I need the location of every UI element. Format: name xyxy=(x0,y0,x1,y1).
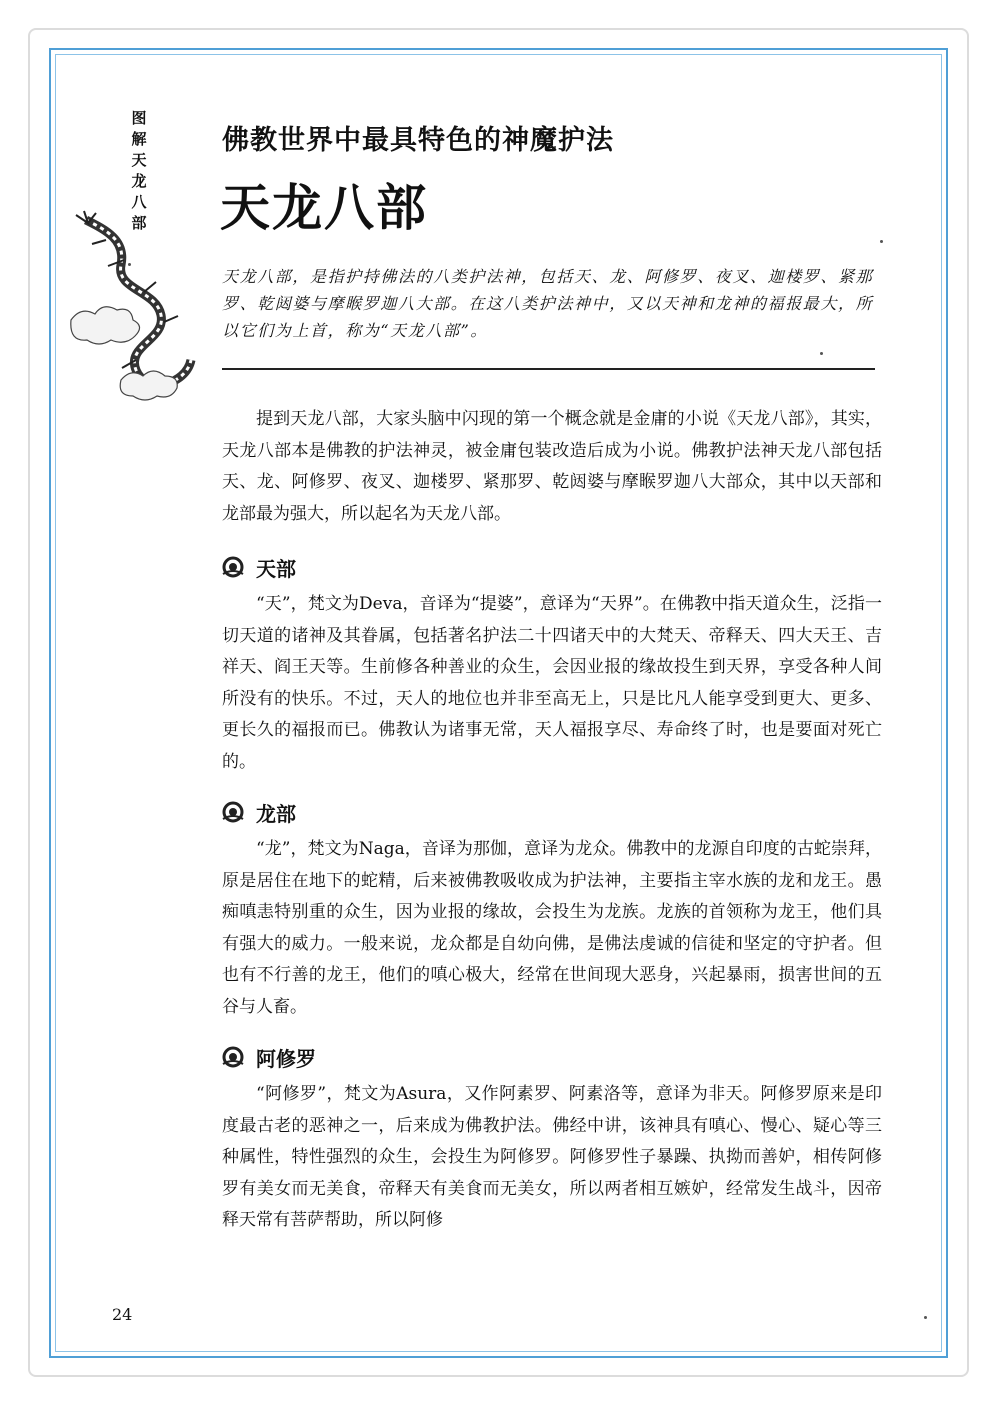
scan-speck xyxy=(880,240,883,243)
lotus-ornament-icon xyxy=(220,799,246,825)
section-heading-asura xyxy=(220,1042,316,1072)
lotus-ornament-icon xyxy=(220,1044,246,1070)
divider xyxy=(222,368,875,370)
section-title: 天部 xyxy=(256,556,296,581)
section-paragraph-tian: “天”，梵文为Deva，音译为“提婆”，意译为“天界”。在佛教中指天道众生，泛指一切天道的诸神及其眷属，包括著名护法二十四诸天中的大梵天、帝释天、四大天王、吉祥天、阎王天等。生前修各种善业的众生，会因业报的缘故投生到天界，享受各种人间所没有的快乐。不过，天人的地位也并非至高无上，只是比凡人能享受到更大、更多、更长久的福报而已。佛教认为诸事无常，天人福报享尽、寿命终了时，也是要面对死亡的。 xyxy=(222,594,882,772)
section-heading-tian xyxy=(220,552,296,582)
scan-speck xyxy=(820,352,823,355)
page-number: 24 xyxy=(112,1305,133,1324)
lead-paragraph: 提到天龙八部，大家头脑中闪现的第一个概念就是金庸的小说《天龙八部》，其实，天龙八部本是佛教的护法神灵，被金庸包装改造后成为小说。佛教护法神天龙八部包括天、龙、阿修罗、夜叉、迦楼罗、紧那罗、乾闼婆与摩睺罗迦八大部众，其中以天部和龙部最为强大，所以起名为天龙八部。 xyxy=(222,409,882,524)
intro-paragraph: 天龙八部，是指护持佛法的八类护法神，包括天、龙、阿修罗、夜叉、迦楼罗、紧那罗、乾闼婆与摩睺罗迦八大部。在这八类护法神中，又以天神和龙神的福报最大，所以它们为上首，称为“天龙八部”。 xyxy=(222,267,874,340)
scan-speck xyxy=(924,1316,927,1319)
page-title: 天龙八部 xyxy=(220,178,428,237)
lotus-ornament-icon xyxy=(220,554,246,580)
section-title: 龙部 xyxy=(256,801,296,826)
section-title: 阿修罗 xyxy=(256,1046,316,1071)
section-heading-long xyxy=(220,797,296,827)
side-running-title: 图解天龙八部 xyxy=(131,109,147,232)
page-subtitle: 佛教世界中最具特色的神魔护法 xyxy=(222,125,614,156)
dragon-illustration-icon xyxy=(66,210,216,410)
section-paragraph-asura: “阿修罗”，梵文为Asura，又作阿素罗、阿素洛等，意译为非天。阿修罗原来是印度最古老的恶神之一，后来成为佛教护法。佛经中讲，该神具有嗔心、慢心、疑心等三种属性，特性强烈的众生，会投生为阿修罗。阿修罗性子暴躁、执拗而善妒，相传阿修罗有美女而无美食，帝释天有美食而无美女，所以两者相互嫉妒，经常发生战斗，因帝释天常有菩萨帮助，所以阿修 xyxy=(222,1084,882,1230)
scan-speck xyxy=(128,263,131,266)
section-paragraph-long: “龙”，梵文为Naga，音译为那伽，意译为龙众。佛教中的龙源自印度的古蛇崇拜，原是居住在地下的蛇精，后来被佛教吸收成为护法神，主要指主宰水族的龙和龙王。愚痴嗔恚特别重的众生，因为业报的缘故，会投生为龙族。龙族的首领称为龙王，他们具有强大的威力。一般来说，龙众都是自幼向佛，是佛法虔诚的信徒和坚定的守护者。但也有不行善的龙王，他们的嗔心极大，经常在世间现大恶身，兴起暴雨，损害世间的五谷与人畜。 xyxy=(222,839,882,1017)
